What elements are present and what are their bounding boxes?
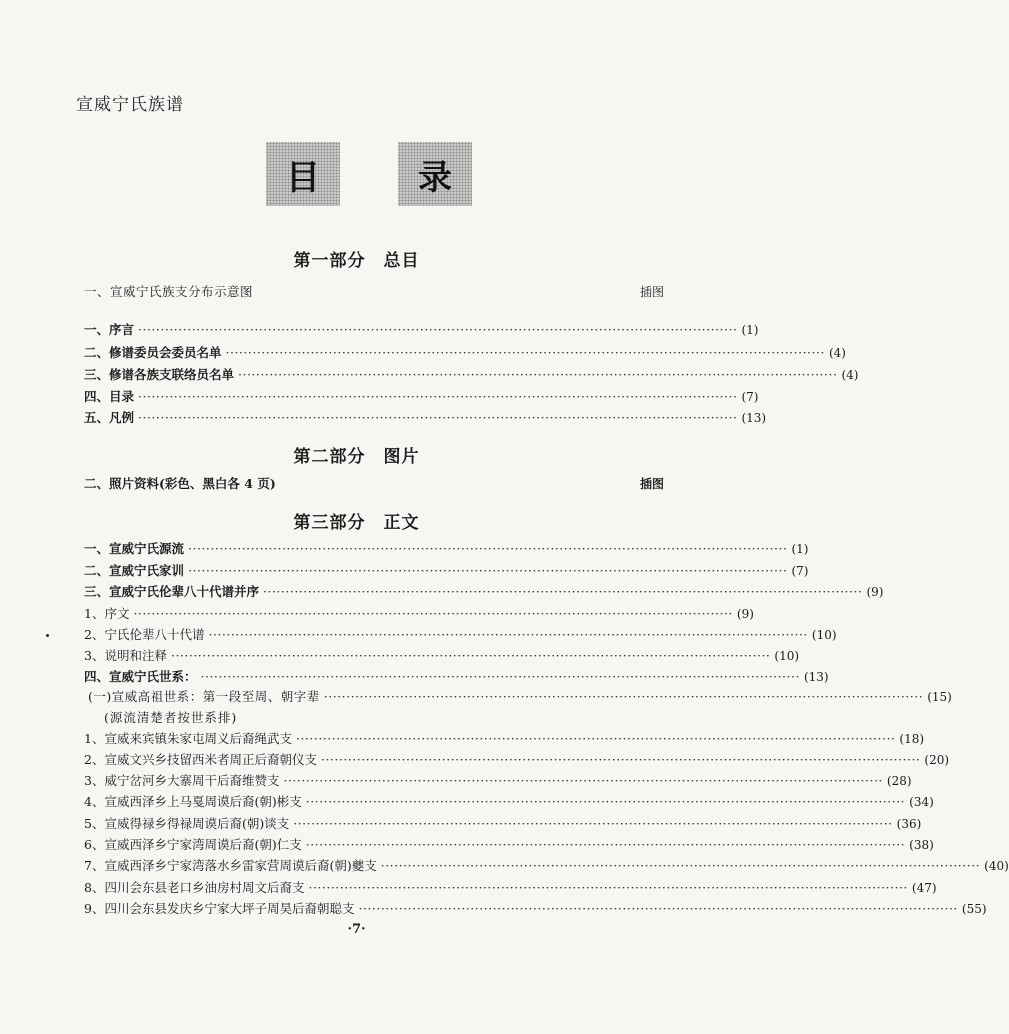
toc-page: (47): [911, 881, 937, 895]
dot-leader: ······································································································································: [380, 858, 981, 873]
toc-title: 3、说明和注释: [84, 648, 167, 663]
dot-leader: ······································································································································: [225, 345, 825, 360]
toc-title: 9、四川会东县发庆乡宁家大坪子周昊后裔朝聪支: [84, 901, 355, 916]
dot-leader: ······································································································································: [238, 367, 838, 382]
toc-entry[interactable]: [84, 625, 837, 645]
dot-leader: ······································································································································: [133, 606, 733, 621]
toc-title: 二、照片资料(彩色、黑白各 4 页): [84, 476, 276, 491]
toc-branch-entry[interactable]: [84, 792, 934, 812]
toc-entry[interactable]: [84, 582, 884, 602]
toc-page: (36): [896, 817, 922, 831]
toc-title: 三、宣威宁氏伦辈八十代谱并序: [84, 584, 260, 599]
toc-page: (20): [924, 753, 950, 767]
dot-leader: ······································································································································: [208, 627, 808, 642]
toc-page: 插图: [639, 285, 664, 299]
toc-branch-entry[interactable]: [84, 899, 987, 919]
part3-heading: 第三部分 正文: [293, 513, 420, 533]
dot-leader: ······································································································································: [358, 901, 958, 916]
toc-title: 四、目录: [84, 389, 135, 404]
toc-title: 3、威宁岔河乡大寨周干后裔维赞支: [84, 773, 280, 788]
part1-heading: 第一部分 总目: [293, 251, 420, 271]
toc-page: (28): [886, 774, 912, 788]
dot-leader: ······································································································································: [323, 689, 924, 704]
toc-title: 6、宣威西泽乡宁家湾周谟后裔(朝)仁支: [84, 837, 302, 852]
toc-branch-entry[interactable]: [84, 878, 937, 898]
toc-entry[interactable]: [84, 539, 809, 559]
toc-entry[interactable]: [84, 646, 800, 666]
toc-page: (9): [736, 607, 754, 621]
toc-entry[interactable]: [84, 343, 846, 363]
toc-page: (4): [828, 346, 846, 360]
toc-branch-entry[interactable]: [84, 835, 934, 855]
toc-page: (13): [803, 670, 829, 684]
toc-title: 2、宁氏伦辈八十代谱: [84, 627, 205, 642]
toc-page: (1): [791, 542, 809, 556]
toc-title: 1、宣威来宾镇朱家屯周义后裔绳武支: [84, 731, 292, 746]
dot-leader: ······································································································································: [295, 731, 896, 746]
toc-entry[interactable]: [84, 320, 759, 340]
toc-entry[interactable]: [84, 387, 759, 407]
toc-branch-entry[interactable]: [84, 771, 912, 791]
toc-title: 1、序文: [84, 606, 130, 621]
toc-page: (13): [741, 411, 767, 425]
dot-leader: ······································································································································: [138, 410, 738, 425]
part2-heading: 第二部分 图片: [293, 447, 420, 467]
toc-page: (9): [866, 585, 884, 599]
toc-title: 7、宣威西泽乡宁家湾落水乡雷家营周谟后裔(朝)夔支: [84, 858, 377, 873]
toc-page: (55): [961, 902, 987, 916]
toc-page: (34): [909, 795, 934, 809]
toc-title: 二、宣威宁氏家训: [84, 563, 185, 578]
running-head: 宣威宁氏族谱: [76, 95, 184, 115]
toc-branch-entry[interactable]: [84, 814, 922, 834]
toc-page: (18): [899, 732, 925, 746]
toc-page: (10): [774, 649, 800, 663]
dot-leader: ······································································································································: [188, 541, 788, 556]
toc-page: (15): [927, 690, 952, 704]
toc-entry[interactable]: [84, 561, 809, 581]
toc-page: (7): [791, 564, 809, 578]
dot-leader: ······································································································································: [200, 669, 800, 684]
toc-title: 8、四川会东县老口乡油房村周文后裔支: [84, 880, 305, 895]
dot-leader: ······································································································································: [308, 880, 908, 895]
toc-title: 一、序言: [84, 322, 135, 337]
toc-page: (40): [984, 859, 1009, 873]
dot-leader: ······································································································································: [305, 837, 906, 852]
dot-leader: ······································································································································: [263, 584, 863, 599]
title-char-right: 录: [398, 142, 472, 206]
toc-entry[interactable]: [84, 604, 754, 624]
toc-page: 插图: [639, 477, 664, 491]
toc-page: (38): [909, 838, 934, 852]
toc-page: (10): [811, 628, 837, 642]
toc-title: 5、宣威得禄乡得禄周谟后裔(朝)谈支: [84, 816, 290, 831]
toc-title: (一)宣威高祖世系：第一段至周、朝字辈: [88, 689, 320, 704]
toc-branch-entry[interactable]: [84, 729, 925, 749]
toc-entry[interactable]: [84, 667, 829, 687]
toc-map-entry[interactable]: [84, 282, 664, 302]
dot-leader: ······································································································································: [188, 563, 788, 578]
toc-entry[interactable]: [84, 408, 767, 428]
toc-title: 五、凡例: [84, 410, 135, 425]
dot-leader: ······································································································································: [283, 773, 883, 788]
toc-title: 一、宣威宁氏族支分布示意图: [84, 284, 254, 299]
dot-leader: ······································································································································: [320, 752, 921, 767]
toc-title: 三、修谱各族支联络员名单: [84, 367, 235, 382]
toc-note: (源流清楚者按世系排): [104, 710, 238, 725]
toc-title: 二、修谱委员会委员名单: [84, 345, 222, 360]
toc-title: 一、宣威宁氏源流: [84, 541, 185, 556]
toc-title: 2、宣威文兴乡技留西米者周正后裔朝仪支: [84, 752, 317, 767]
dot-leader: ······································································································································: [305, 794, 906, 809]
dot-leader: ······································································································································: [293, 816, 893, 831]
title-char-left: 目: [266, 142, 340, 206]
toc-page: (4): [841, 368, 859, 382]
toc-title: 四、宣威宁氏世系：: [84, 669, 197, 684]
page-number: ·7·: [347, 922, 366, 937]
scan-speck: [46, 634, 49, 637]
toc-entry[interactable]: [84, 365, 859, 385]
dot-leader: ······································································································································: [170, 648, 771, 663]
dot-leader: ······································································································································: [138, 389, 738, 404]
toc-branch-entry[interactable]: [84, 856, 1009, 876]
toc-title: 4、宣威西泽乡上马戛周谟后裔(朝)彬支: [84, 794, 302, 809]
toc-page: (1): [741, 323, 759, 337]
dot-leader: ······································································································································: [138, 322, 738, 337]
toc-entry[interactable]: [88, 687, 952, 707]
toc-photo-entry[interactable]: [84, 474, 664, 494]
toc-branch-entry[interactable]: [84, 750, 950, 770]
toc-page: (7): [741, 390, 759, 404]
